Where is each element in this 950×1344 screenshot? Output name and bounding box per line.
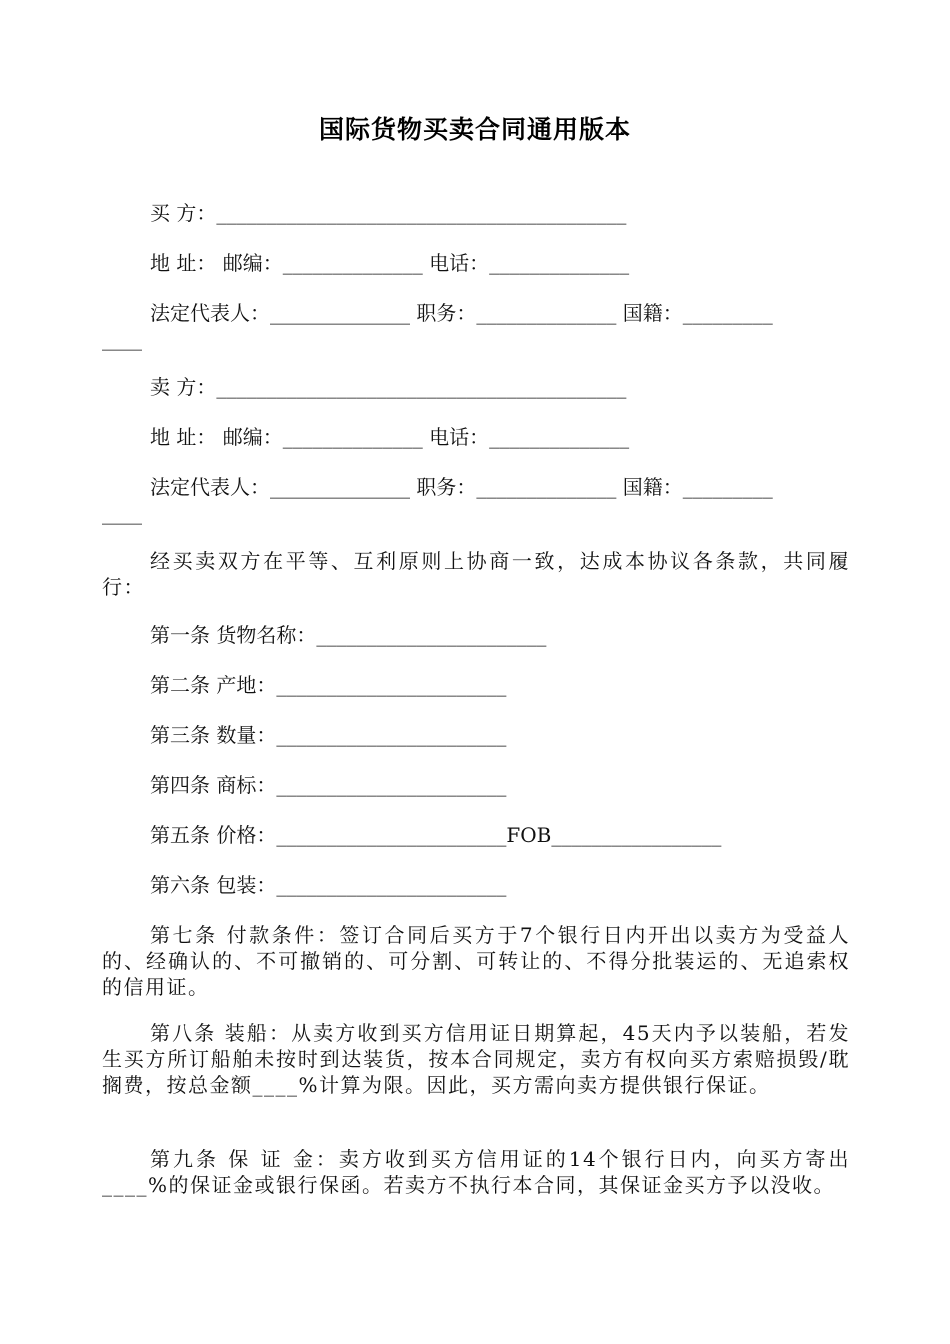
article-4: 第四条 商标：_______________________	[150, 773, 507, 797]
seller-representative-line: 法定代表人：______________ 职务：______________ 国籍：_________	[150, 475, 773, 499]
seller-representative-continuation: ____	[102, 501, 142, 525]
buyer-representative-line: 法定代表人：______________ 职务：______________ 国籍：_________	[150, 301, 773, 325]
article-7: 第七条 付款条件：签订合同后买方于7个银行日内开出以卖方为受益人的、经确认的、不可撤销的、可分割、可转让的、不得分批装运的、无追索权的信用证。	[102, 923, 850, 999]
article-2: 第二条 产地：_______________________	[150, 673, 507, 697]
seller-address-line: 地 址： 邮编：______________ 电话：______________	[150, 425, 630, 449]
article-8: 第八条 装船：从卖方收到买方信用证日期算起，45天内予以装船，若发生买方所订船舶未按时到达装货，按本合同规定，卖方有权向买方索赔损毁/耽搁费，按总金额____%计算为限。因此，买方需向卖方提供银行保证。	[102, 1021, 850, 1097]
article-3: 第三条 数量：_______________________	[150, 723, 507, 747]
article-9: 第九条 保 证 金：卖方收到买方信用证的14个银行日内，向买方寄出____%的保证金或银行保函。若卖方不执行本合同，其保证金买方予以没收。	[102, 1147, 850, 1197]
article-6: 第六条 包装：_______________________	[150, 873, 507, 897]
article-1: 第一条 货物名称：_______________________	[150, 623, 547, 647]
buyer-representative-continuation: ____	[102, 327, 142, 351]
intro-paragraph: 经买卖双方在平等、互利原则上协商一致，达成本协议各条款，共同履行：	[102, 549, 850, 599]
buyer-address-line: 地 址： 邮编：______________ 电话：______________	[150, 251, 630, 275]
buyer-name-line: 买 方：_________________________________________	[150, 201, 627, 225]
article-5: 第五条 价格：_______________________FOB_________________	[150, 823, 722, 847]
document-title: 国际货物买卖合同通用版本	[318, 115, 631, 144]
seller-name-line: 卖 方：_________________________________________	[150, 375, 627, 399]
